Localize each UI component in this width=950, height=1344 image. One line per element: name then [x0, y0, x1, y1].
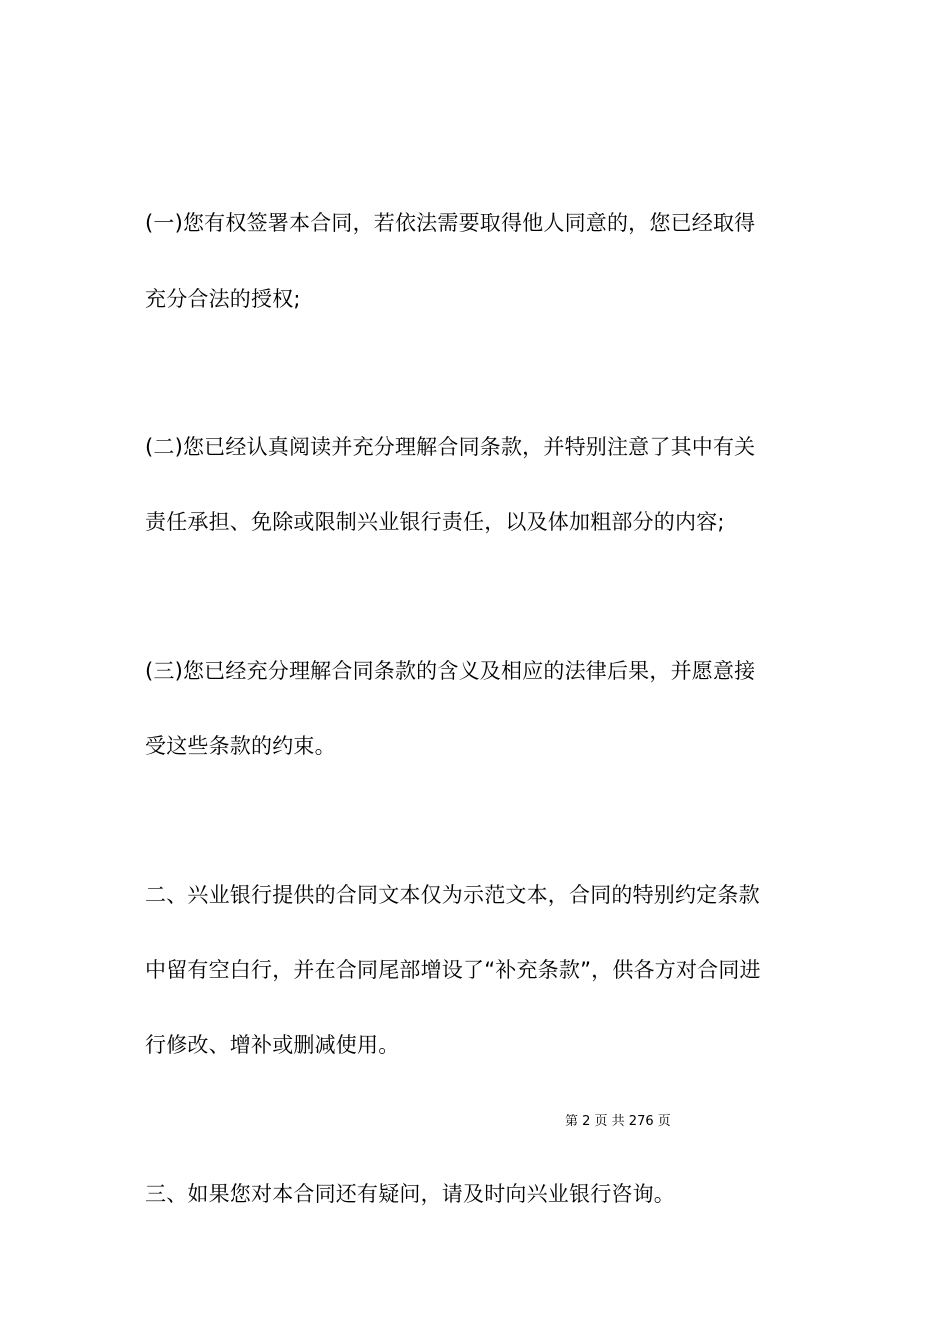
paragraph-3-line-2: 受这些条款的约束。	[145, 734, 336, 758]
paragraph-2-line-2: 责任承担、免除或限制兴业银行责任，以及体加粗部分的内容;	[145, 510, 725, 534]
paragraph-4-line-2: 中留有空白行，并在合同尾部增设了“补充条款”，供各方对合同进	[145, 958, 761, 982]
paragraph-5-line-1: 三、如果您对本合同还有疑问，请及时向兴业银行咨询。	[145, 1182, 675, 1206]
paragraph-3-line-1: (三)您已经充分理解合同条款的含义及相应的法律后果，并愿意接	[145, 659, 756, 683]
paragraph-4-line-1: 二、兴业银行提供的合同文本仅为示范文本，合同的特别约定条款	[145, 883, 760, 907]
paragraph-2-line-1: (二)您已经认真阅读并充分理解合同条款，并特别注意了其中有关	[145, 435, 756, 459]
paragraph-4-line-3: 行修改、增补或删减使用。	[145, 1033, 400, 1057]
paragraph-1-line-2: 充分合法的授权;	[145, 287, 301, 311]
paragraph-1-line-1: (一)您有权签署本合同，若依法需要取得他人同意的，您已经取得	[145, 211, 756, 235]
page-number-footer: 第 2 页 共 276 页	[565, 1114, 671, 1129]
